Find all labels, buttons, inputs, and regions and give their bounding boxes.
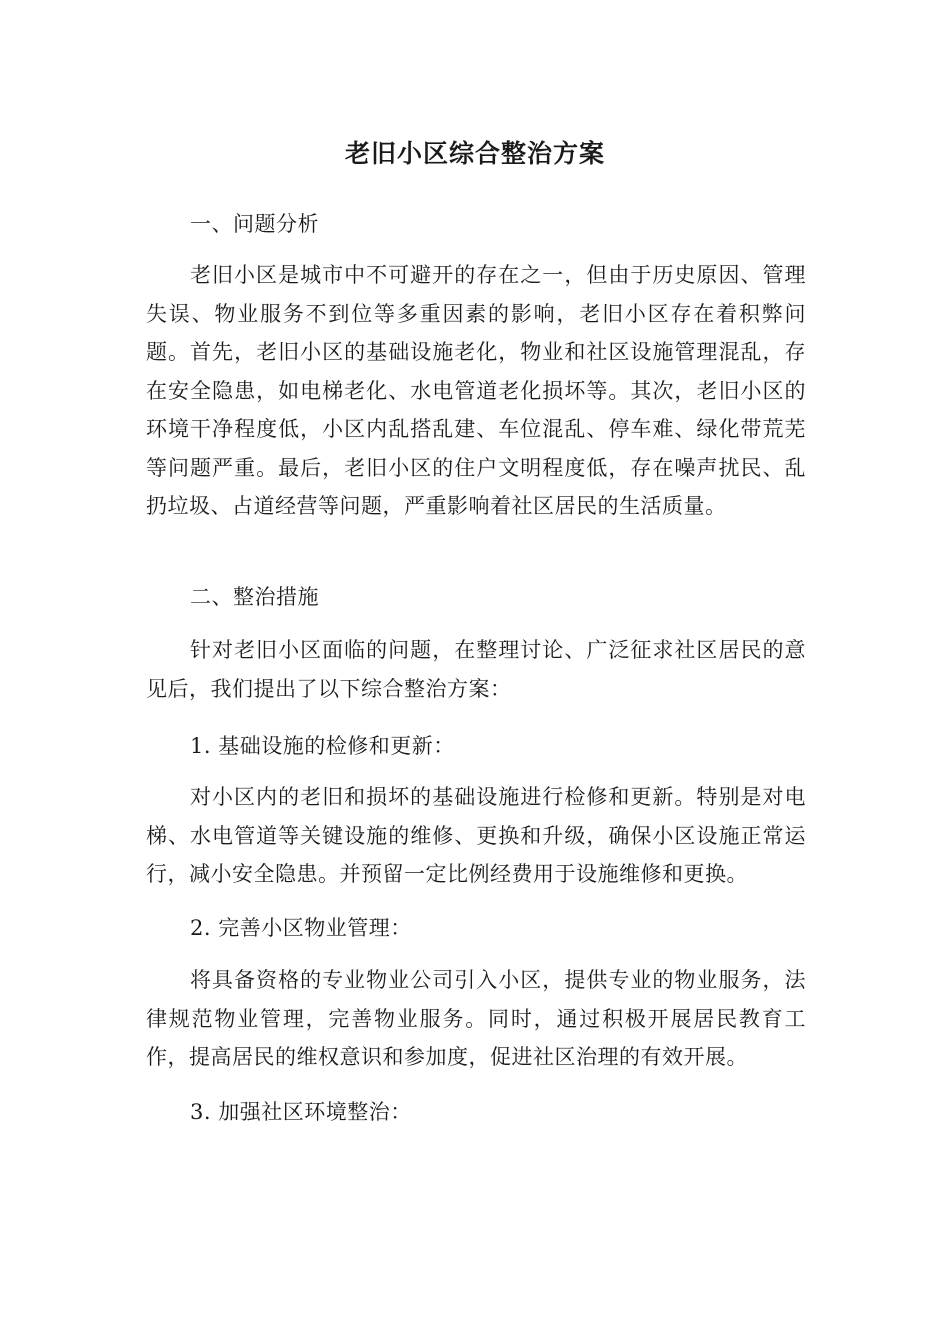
measure-2-heading: 2. 完善小区物业管理： <box>190 916 412 940</box>
problem-analysis-paragraph: 老旧小区是城市中不可避开的存在之一，但由于历史原因、管理失误、物业服务不到位等多重因素的影响，老旧小区存在着积弊问题。首先，老旧小区的基础设施老化，物业和社区设施管理混乱，存在安全隐患，如电梯老化、水电管道老化损坏等。其次，老旧小区的环境干净程度低，小区内乱搭乱建、车位混乱、停车难、绿化带荒芜等问题严重。最后，老旧小区的住户文明程度低，存在噪声扰民、乱扔垃圾、占道经营等问题，严重影响着社区居民的生活质量。 <box>146 263 806 518</box>
measures-intro-paragraph: 针对老旧小区面临的问题，在整理讨论、广泛征求社区居民的意见后，我们提出了以下综合整治方案： <box>146 638 806 701</box>
measure-1-paragraph: 对小区内的老旧和损坏的基础设施进行检修和更新。特别是对电梯、水电管道等关键设施的维修、更换和升级，确保小区设施正常运行，减小安全隐患。并预留一定比例经费用于设施维修和更换。 <box>146 785 806 886</box>
measure-1-heading: 1. 基础设施的检修和更新： <box>190 734 455 758</box>
section-heading-problem-analysis: 一、问题分析 <box>190 212 319 236</box>
measure-2-paragraph: 将具备资格的专业物业公司引入小区，提供专业的物业服务，法律规范物业管理，完善物业服务。同时，通过积极开展居民教育工作，提高居民的维权意识和参加度，促进社区治理的有效开展。 <box>146 968 806 1069</box>
document-title: 老旧小区综合整治方案 <box>344 139 605 168</box>
section-heading-measures: 二、整治措施 <box>190 585 319 609</box>
measure-3-heading: 3. 加强社区环境整治： <box>190 1100 412 1124</box>
